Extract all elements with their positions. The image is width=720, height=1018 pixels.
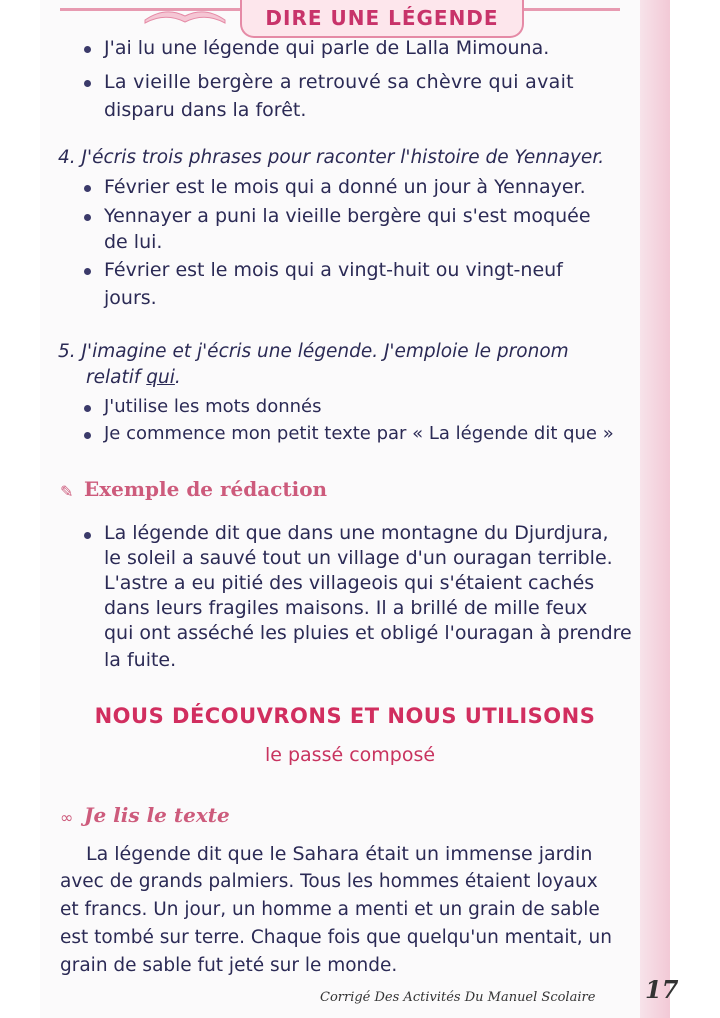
page-edge-band xyxy=(640,0,670,1018)
footer-text: Corrigé Des Activités Du Manuel Scolaire xyxy=(320,990,596,1005)
reading-line-4: est tombé sur terre. Chaque fois que quelqu'un mentait, un xyxy=(60,927,612,948)
example-heading: Exemple de rédaction xyxy=(84,477,328,501)
header-title: DIRE UNE LÉGENDE xyxy=(265,6,499,30)
bullet-dot xyxy=(84,185,91,192)
question-5-title-cont xyxy=(86,366,181,390)
q5-prefix: relatif xyxy=(86,367,147,388)
bullet-dot xyxy=(84,405,91,412)
example-line-6: la fuite. xyxy=(104,649,177,671)
q4-line-2-cont: de lui. xyxy=(104,231,163,253)
q5-bullet-1: J'utilise les mots donnés xyxy=(104,396,322,417)
reading-line-5: grain de sable fut jeté sur le monde. xyxy=(60,955,398,976)
glasses-icon: ∞ xyxy=(60,808,74,827)
bullet-dot xyxy=(84,214,91,221)
q5-underlined-word: qui xyxy=(146,367,175,388)
example-line-3: L'astre a eu pitié des villageois qui s'étaient cachés xyxy=(104,572,595,594)
bullet-dot xyxy=(84,80,91,87)
example-line-2: le soleil a sauvé tout un village d'un ouragan terrible. xyxy=(104,547,613,569)
q4-line-3-cont: jours. xyxy=(104,287,157,309)
example-line-1: La légende dit que dans une montagne du Djurdjura, xyxy=(104,522,609,544)
intro-bullet-2-cont: disparu dans la forêt. xyxy=(104,99,307,121)
section-subtitle: le passé composé xyxy=(264,744,436,766)
bullet-dot xyxy=(84,432,91,439)
reading-line-1: La légende dit que le Sahara était un immense jardin xyxy=(86,843,593,865)
intro-bullet-1: J'ai lu une légende qui parle de Lalla Mimouna. xyxy=(104,37,550,59)
reading-heading: Je lis le texte xyxy=(84,803,230,827)
example-line-4: dans leurs fragiles maisons. Il a brillé de mille feux xyxy=(104,597,588,619)
open-book-icon xyxy=(140,0,230,24)
bullet-dot xyxy=(84,532,91,539)
bullet-dot xyxy=(84,268,91,275)
bullet-dot xyxy=(84,46,91,53)
intro-bullet-2: La vieille bergère a retrouvé sa chèvre qui avait xyxy=(104,71,574,93)
reading-line-3: et francs. Un jour, un homme a menti et un grain de sable xyxy=(60,899,600,920)
example-line-5: qui ont asséché les pluies et obligé l'ouragan à prendre xyxy=(104,622,632,644)
q4-line-1: Février est le mois qui a donné un jour à Yennayer. xyxy=(104,176,586,198)
q5-bullet-2: Je commence mon petit texte par « La légende dit que » xyxy=(104,423,614,444)
question-4-title: 4. J'écris trois phrases pour raconter l'histoire de Yennayer. xyxy=(58,147,605,168)
q5-suffix: . xyxy=(174,367,181,388)
page-number: 17 xyxy=(645,975,679,1004)
section-title: NOUS DÉCOUVRONS ET NOUS UTILISONS xyxy=(94,704,596,728)
pencil-icon: ✎ xyxy=(60,482,74,501)
header-tab xyxy=(240,0,524,38)
reading-line-2: avec de grands palmiers. Tous les hommes étaient loyaux xyxy=(60,871,598,892)
q4-line-3: Février est le mois qui a vingt-huit ou vingt-neuf xyxy=(104,259,563,281)
q4-line-2: Yennayer a puni la vieille bergère qui s'est moquée xyxy=(104,205,591,227)
question-5-title: 5. J'imagine et j'écris une légende. J'emploie le pronom xyxy=(58,341,569,362)
